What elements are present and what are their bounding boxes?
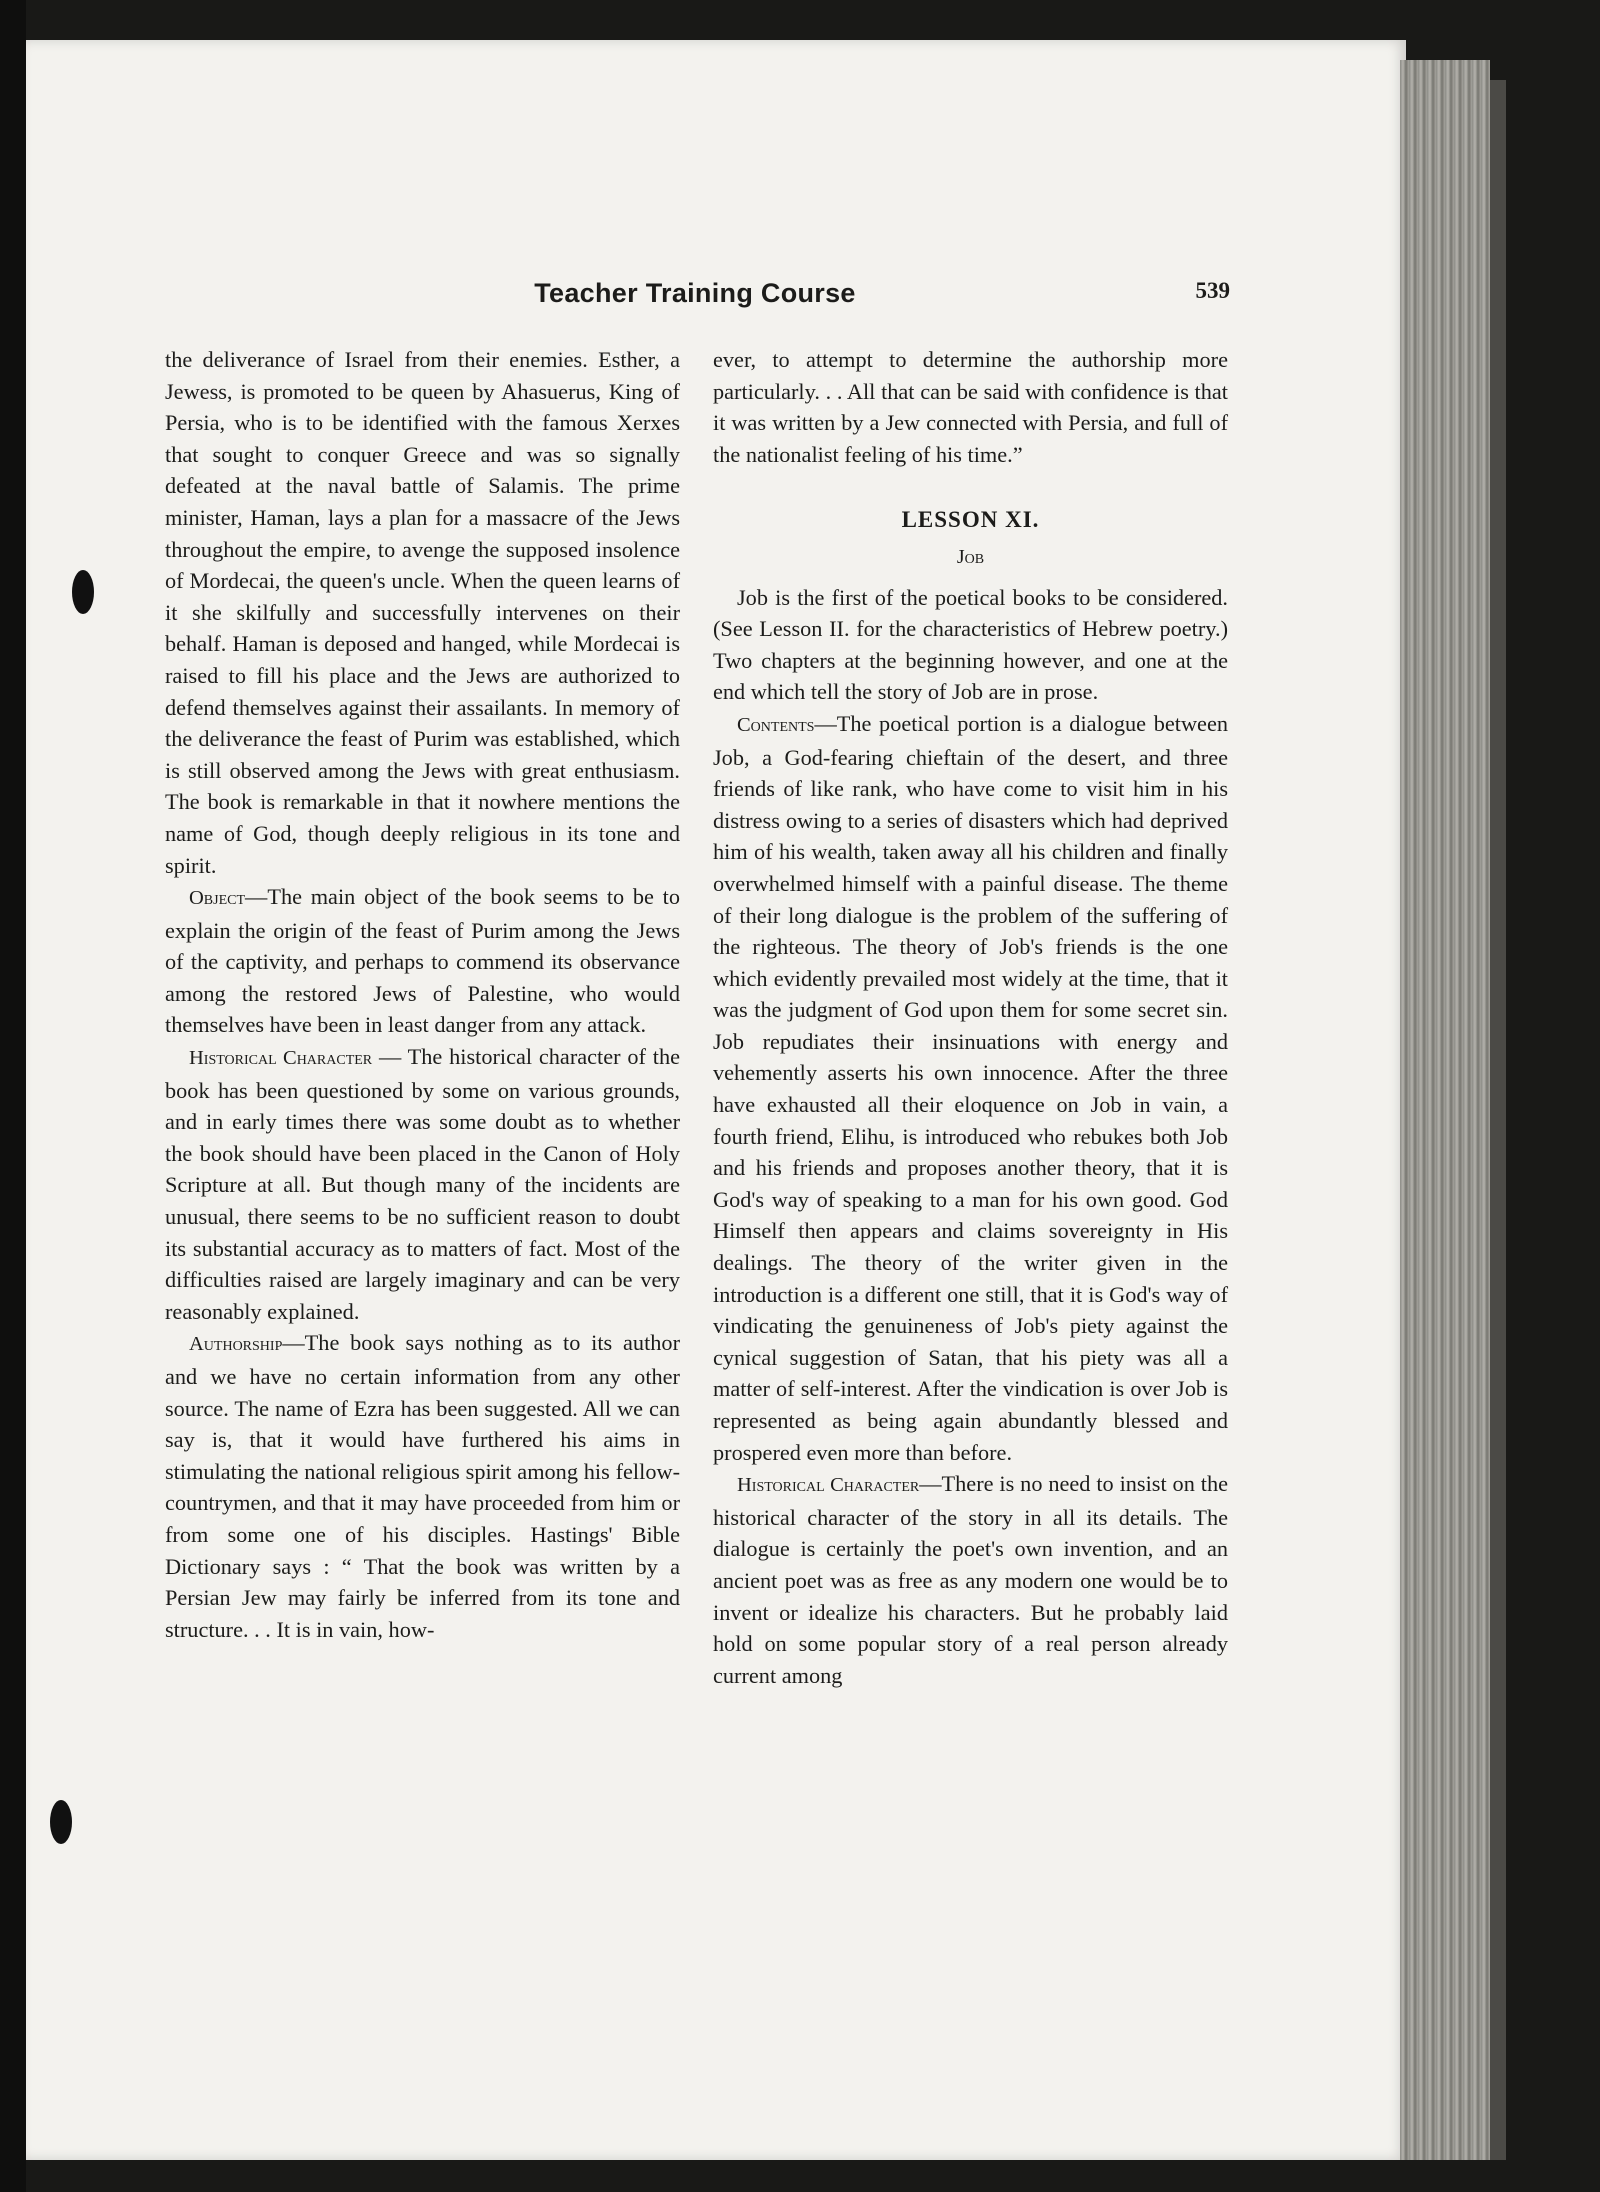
page-edges [1400, 60, 1490, 2160]
section-heading: Historical Character [737, 1474, 920, 1497]
book-title: Teacher Training Course [534, 278, 856, 308]
section-heading: Authorship [189, 1333, 283, 1356]
section-text: —The main object of the book seems to be to explain the origin of the feast of Purim among the Jews of the captivity, and perhaps to commend its observance among the restored Jews of Palestine, who would themselves have been in least danger from any attack. [165, 884, 680, 1038]
section-heading: Contents [737, 713, 815, 736]
section-paragraph [165, 1327, 680, 1645]
punch-hole-lower [50, 1800, 72, 1844]
punch-hole-upper [72, 570, 94, 614]
running-head [160, 278, 1230, 318]
body-paragraph: Job is the first of the poetical books to be considered. (See Lesson II. for the characteristics of Hebrew poetry.) Two chapters at the beginning however, and one at the end which tell the story of Job are in prose. [713, 584, 1228, 705]
section-heading: Object [189, 887, 246, 910]
page-number: 539 [1195, 278, 1230, 303]
right-column [713, 344, 1228, 1691]
section-text: —The book says nothing as to its author and we have no certain information from any other source. The name of Ezra has been suggested. All we can say is, that it would have furthered his aims in stimulating the national religious spirit among his fellow-countrymen, and that it may have proceeded from him or from some one of his disciples. Hastings' Bible Dictionary says : “ That the book was written by a Persian Jew may fairly be inferred from its tone and structure. . . It is in vain, how- [165, 1330, 680, 1642]
section-text: — The historical character of the book has been questioned by some on various grounds, and in early times there was some doubt as to whether the book should have been placed in the Canon of Holy Scripture at all. But though many of the incidents are unusual, there seems to be no sufficient reason to doubt its substantial accuracy as to matters of fact. Most of the difficulties raised are largely imaginary and can be very reasonably explained. [165, 1044, 680, 1324]
body-paragraph: ever, to attempt to determine the authorship more particularly. . . All that can be said with confidence is that it was written by a Jew connected with Persia, and full of the nationalist feeling of his time.” [713, 347, 1228, 467]
section-text: —The poetical portion is a dialogue between Job, a God-fearing chieftain of the desert, and three friends of like rank, who have come to visit him in his distress owing to a series of disasters which had deprived him of his wealth, taken away all his children and finally overwhelmed himself with a painful disease. The theme of their long dialogue is the problem of the suffering of the righteous. The theory of Job's friends is the one which evidently prevailed most widely at the time, that it was the judgment of God upon them for some secret sin. Job repudiates their insinuations with energy and vehemently asserts his own innocence. After the three have exhausted all their eloquence on Job in vain, a fourth friend, Elihu, is introduced who rebukes both Job and his friends and proposes another theory, that it is God's way of speaking to a man for his own good. God Himself then appears and claims sovereignty in His dealings. The theory of the writer given in the introduction is a different one still, that it is God's way of vindicating the genuineness of Job's piety against the cynical suggestion of Satan, that his piety was all a matter of self-interest. After the vindication is over Job is represented as being again abundantly blessed and prospered even more than before. [713, 710, 1228, 1465]
section-paragraph [713, 708, 1228, 1468]
body-paragraph: the deliverance of Israel from their enemies. Esther, a Jewess, is promoted to be queen by Ahasuerus, King of Persia, who is to be identified with the famous Xerxes that sought to conquer Greece and was so signally defeated at the naval battle of Salamis. The prime minister, Haman, lays a plan for a massacre of the Jews throughout the empire, to avenge the supposed insolence of Mordecai, the queen's uncle. When the queen learns of it she skilfully and successfully intervenes on their behalf. Haman is deposed and hanged, while Mordecai is raised to fill his place and the Jews are authorized to defend themselves against their assailants. In memory of the deliverance the feast of Purim was established, which is still observed among the Jews with great enthusiasm. The book is remarkable in that it nowhere mentions the name of God, though deeply religious in its tone and spirit. [165, 347, 680, 878]
binding-shadow [0, 0, 26, 2192]
lesson-heading: LESSON XI. [901, 507, 1040, 533]
section-paragraph [165, 1041, 680, 1327]
section-heading: Historical Character [189, 1047, 373, 1070]
left-column [165, 344, 680, 1645]
section-paragraph [713, 1468, 1228, 1691]
section-text: —There is no need to insist on the historical character of the story in all its details. The dialogue is certainly the poet's own invention, and an ancient poet was as free as any modern one would be to invent or idealize his characters. But he probably laid hold on some popular story of a real person already current among [713, 1471, 1228, 1688]
section-paragraph [165, 881, 680, 1041]
book-cover-edge [1490, 80, 1506, 2160]
lesson-subtitle: Job [956, 545, 985, 568]
